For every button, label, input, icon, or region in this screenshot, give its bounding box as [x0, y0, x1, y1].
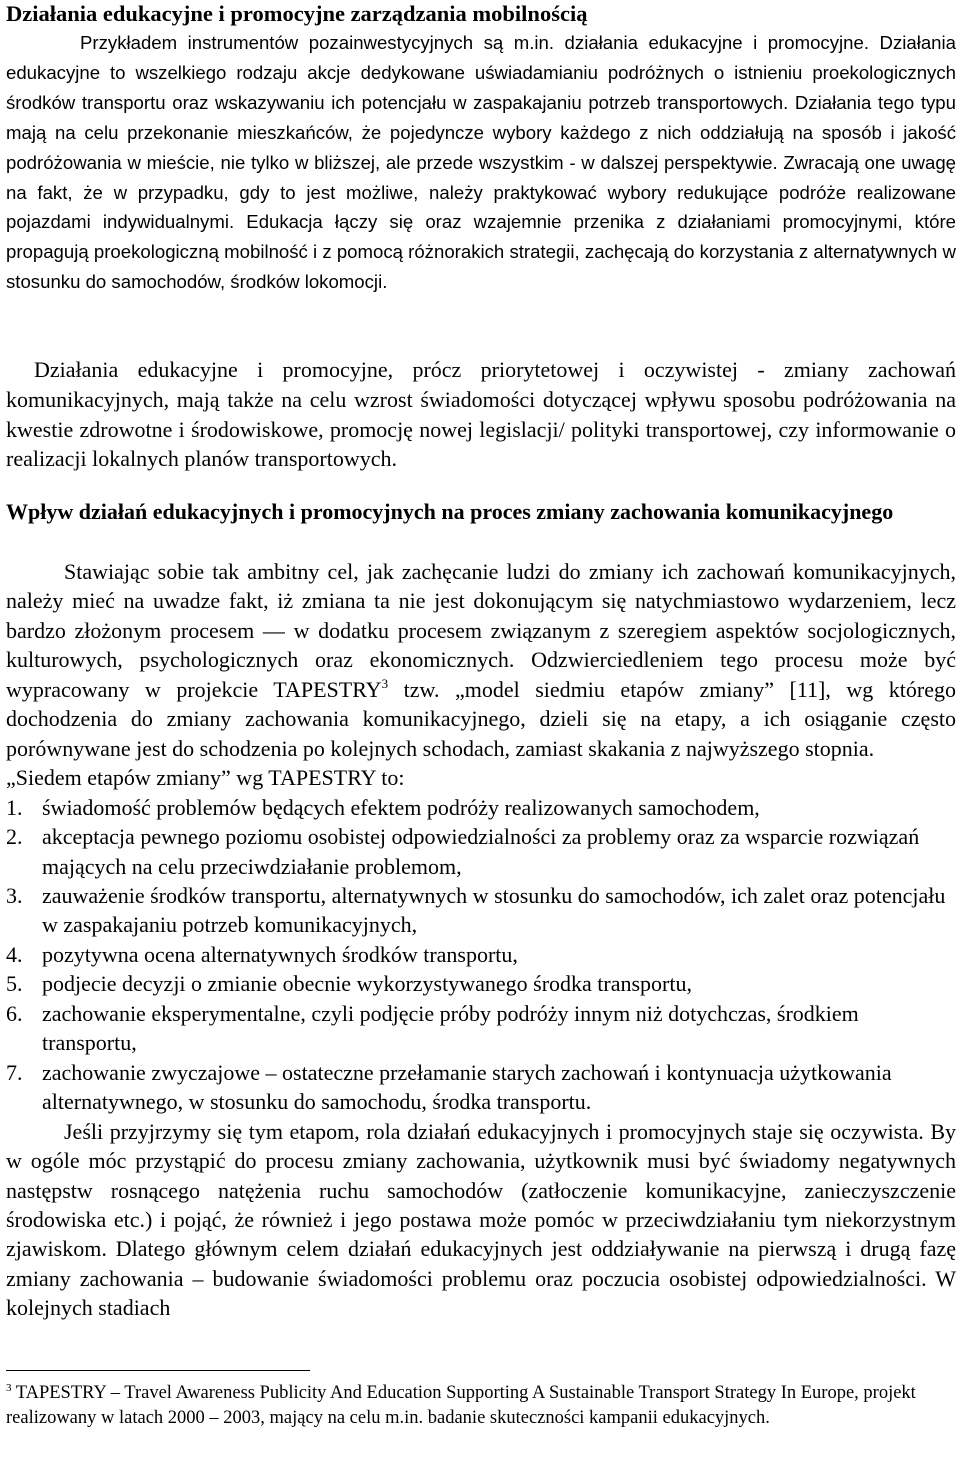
- list-item-text: zauważenie środków transportu, alternatywnych w stosunku do samochodów, ich zalet oraz potencjału w zaspakajaniu potrzeb komunikacyjnych,: [42, 882, 946, 938]
- list-item: [6, 1058, 956, 1117]
- section-heading-education: Działania edukacyjne i promocyjne zarządzania mobilnością: [6, 1, 588, 26]
- section1-body: [6, 28, 956, 297]
- list-item-number: 3.: [6, 882, 23, 908]
- seven-steps-list: [6, 793, 956, 1117]
- list-item-text: zachowanie eksperymentalne, czyli podjęcie próby podróży innym niż dotychczas, środkiem transportu,: [42, 1000, 859, 1056]
- list-item-text: zachowanie zwyczajowe – ostateczne przełamanie starych zachowań i kontynuacja użytkowania alternatywnego, w stosunku do samochodu, środka transportu.: [42, 1059, 892, 1115]
- list-item-text: podjecie decyzji o zmianie obecnie wykorzystywanego środka transportu,: [42, 971, 692, 997]
- section-heading-influence: Wpływ działań edukacyjnych i promocyjnych na proces zmiany zachowania komunikacyjnego: [6, 499, 894, 524]
- list-item-number: 7.: [6, 1059, 23, 1085]
- list-item-number: 2.: [6, 824, 23, 850]
- list-item-text: pozytywna ocena alternatywnych środków transportu,: [42, 941, 518, 967]
- list-item-number: 1.: [6, 794, 23, 820]
- list-item: [6, 999, 956, 1058]
- footnote-text: TAPESTRY – Travel Awareness Publicity And Education Supporting A Sustainable Transport Strategy In Europe, projekt realizowany w latach 2000 – 2003, mający na celu m.in. badanie skuteczności kampanii edukacyjnych.: [6, 1383, 916, 1428]
- footnote-reference[interactable]: 3: [381, 675, 389, 691]
- section2-paragraph-1: [6, 557, 956, 763]
- section2-body: [6, 557, 956, 1323]
- list-item: [6, 969, 956, 998]
- paragraph-text-before-ref: Stawiając sobie tak ambitny cel, jak zachęcanie ludzi do zmiany ich zachowań komunikacyjnych, należy mieć na uwadze fakt, iż zmiana ta nie jest dokonującym się natychmiastowo wydarzeniem, lecz bardzo złożonym procesem — w dodatku procesem związanym z szeregiem aspektów socjologicznych, kulturowych, psychologicznych oraz ekonomicznych. Odzwierciedleniem tego procesu może być wypracowany w projekcie TAPESTRY: [6, 559, 956, 702]
- list-item: [6, 793, 956, 822]
- list-item-text: akceptacja pewnego poziomu osobistej odpowiedzialności za problemy oraz za wsparcie rozwiązań mających na celu przeciwdziałanie problemom,: [42, 824, 920, 879]
- section2-paragraph-2: Jeśli przyjrzymy się tym etapom, rola działań edukacyjnych i promocyjnych staje się oczywista. By w ogóle móc przystąpić do procesu zmiany zachowania, użytkownik musi być świadomy negatywnych następstw rosnącego natężenia ruchu samochodów (zatłoczenie komunikacyjne, zanieczyszczenie środowiska etc.) i pojąć, że również i jego postawa może pomóc w przeciwdziałaniu tym niekorzystnym zjawiskom. Dlatego głównym celem działań edukacyjnych jest oddziaływanie na pierwszą i drugą fazę zmiany zachowania – budowanie świadomości problemu oraz poczucia osobistej odpowiedzialności. W kolejnych stadiach: [6, 1118, 956, 1321]
- list-item-text: świadomość problemów będących efektem podróży realizowanych samochodem,: [42, 794, 760, 820]
- footnote: [6, 1381, 956, 1431]
- footnote-separator: [6, 1370, 310, 1371]
- list-item-number: 4.: [6, 941, 23, 967]
- list-item: [6, 822, 956, 881]
- section1-body-continued: [6, 355, 956, 474]
- list-item: [6, 881, 956, 940]
- section1-paragraph-1: Przykładem instrumentów pozainwestycyjnych są m.in. działania edukacyjne i promocyjne. Działania edukacyjne to wszelkiego rodzaju akcje dedykowane uświadamianiu podróżnych o istnieniu proekologicznych środków transportu oraz wskazywaniu ich potencjału w zaspakajaniu potrzeb transportowych. Działania tego typu mają na celu przekonanie mieszkańców, że pojedyncze wybory każdego z nich oddziałują na sposób i jakość podróżowania w mieście, nie tylko w bliższej, ale przede wszystkim - w dalszej perspektywie. Zwracają one uwagę na fakt, że w przypadku, gdy to jest możliwe, należy praktykować wybory redukujące podróże realizowane pojazdami indywidualnymi. Edukacja łączy się oraz wzajemnie przenika z działaniami promocyjnymi, które propagują proekologiczną mobilność i z pomocą różnorakich strategii, zachęcają do korzystania z alternatywnych w stosunku do samochodów, środków lokomocji.: [6, 32, 956, 293]
- footnote-marker: 3: [6, 1382, 12, 1394]
- paragraph-text-after-ref: tzw. „model siedmiu etapów zmiany” [11], wg którego dochodzenia do zmiany zachowania komunikacyjnego, dzieli się na etapy, a ich osiąganie często porównywane jest do schodzenia po kolejnych schodach, zamiast skakania z najwyższego stopnia.: [6, 676, 956, 761]
- section1-paragraph-2: Działania edukacyjne i promocyjne, prócz priorytetowej i oczywistej - zmiany zachowań komunikacyjnych, mają także na celu wzrost świadomości dotyczącej wpływu sposobu podróżowania na kwestie zdrowotne i środowiskowe, promocję nowej legislacji/ polityki transportowej, czy informowanie o realizacji lokalnych planów transportowych.: [6, 357, 956, 472]
- list-intro: „Siedem etapów zmiany” wg TAPESTRY to:: [6, 765, 405, 791]
- list-item: [6, 940, 956, 969]
- list-item-number: 5.: [6, 971, 23, 997]
- list-item-number: 6.: [6, 1000, 23, 1026]
